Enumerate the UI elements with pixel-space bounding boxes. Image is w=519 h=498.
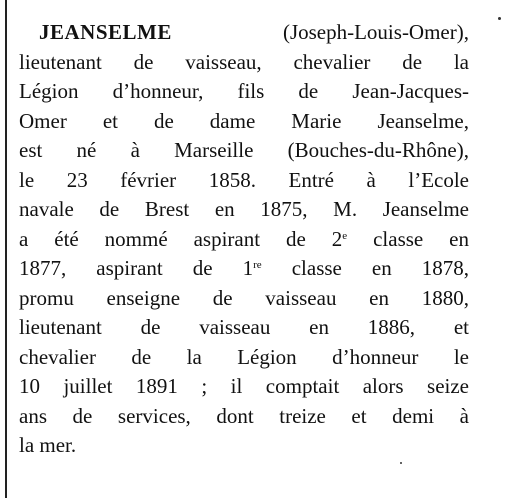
text-line: la mer. <box>19 433 77 457</box>
text-line: lieutenant de vaisseau, chevalier de la <box>19 49 469 74</box>
text-line: promu enseigne de vaisseau en 1880, <box>19 285 469 310</box>
text-line: Omer et de dame Marie Jeanselme, <box>19 108 469 133</box>
person-name: JEANSELME <box>39 20 172 44</box>
text-fragment: 1877, aspirant de 1 <box>19 256 254 280</box>
text-line: chevalier de la Légion d’honneur le <box>19 344 469 369</box>
given-names: (Joseph-Louis-Omer), <box>171 20 469 44</box>
text-line: est né à Marseille (Bouches-du-Rhône), <box>19 138 469 162</box>
left-margin-rule <box>5 0 7 498</box>
text-line: 10 juillet 1891 ; il comptait alors seize <box>19 374 469 398</box>
text-fragment: a été nommé aspirant de 2 <box>19 226 343 251</box>
ink-speck <box>400 462 402 464</box>
text-line: le 23 février 1858. Entré à l’Ecole <box>19 167 469 192</box>
text-line <box>19 18 469 48</box>
text-fragment: classe en <box>347 226 469 251</box>
text-line <box>19 225 469 255</box>
superscript: re <box>253 259 262 271</box>
text-line: Légion d’honneur, fils de Jean-Jacques- <box>19 79 469 103</box>
text-fragment: classe en 1878, <box>261 256 469 280</box>
ink-speck <box>498 17 501 20</box>
text-line: navale de Brest en 1875, M. Jeanselme <box>19 197 469 221</box>
text-line <box>19 254 469 284</box>
text-line: lieutenant de vaisseau en 1886, et <box>19 315 469 339</box>
superscript: e <box>342 229 348 242</box>
text-line: ans de services, dont treize et demi à <box>19 403 469 428</box>
biography-paragraph <box>19 18 469 461</box>
